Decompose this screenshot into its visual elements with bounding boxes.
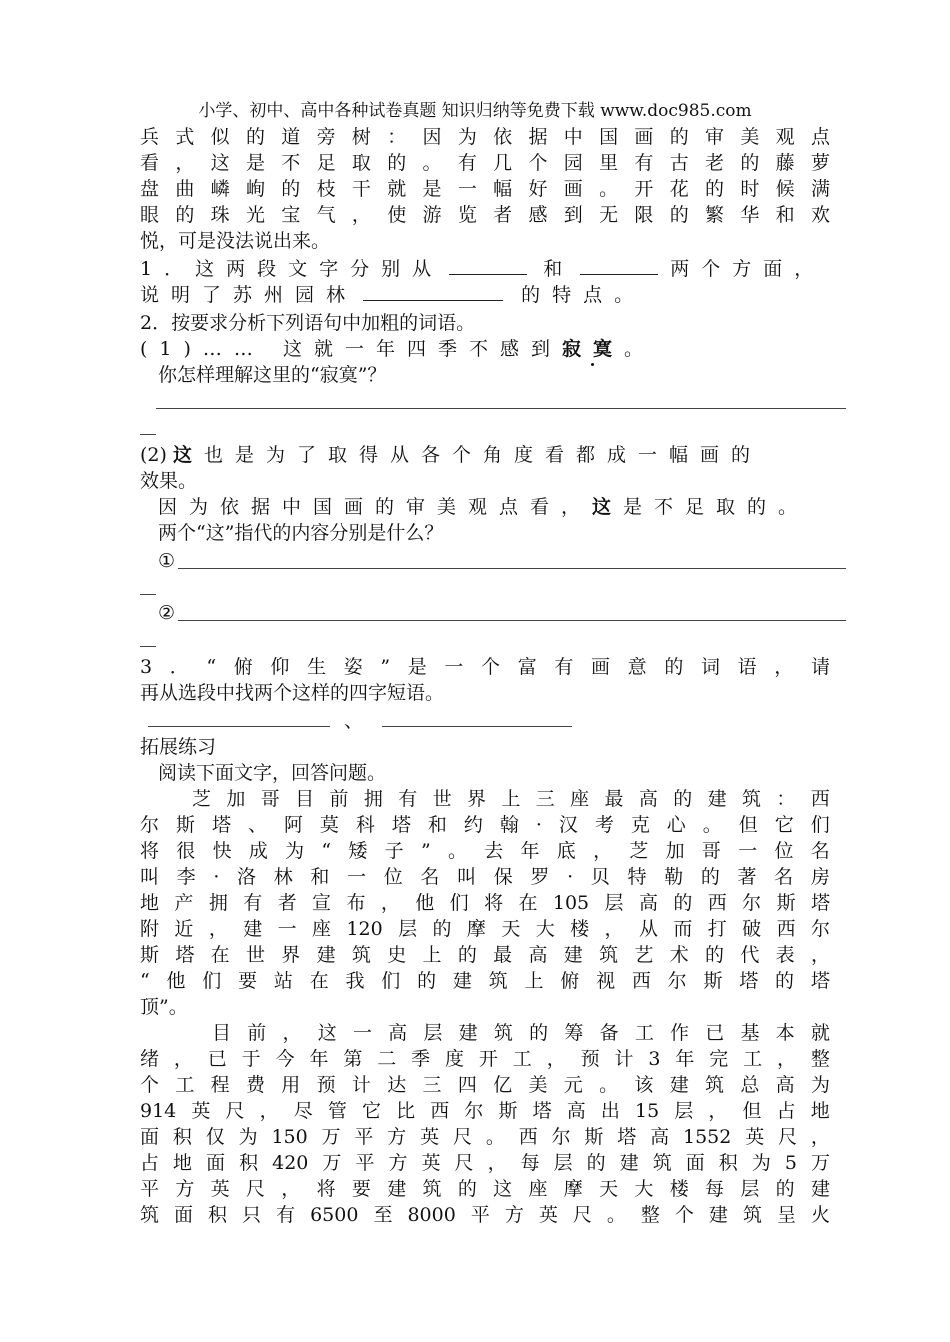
passage-line: 芝 加 哥 目 前 拥 有 世 界 上 三 座 最 高 的 建 筑 ： 西 — [192, 788, 830, 810]
answer-blank[interactable] — [580, 256, 658, 275]
answer-line-end — [140, 594, 156, 595]
circle-two: ② — [158, 602, 176, 624]
passage-line: 眼 的 珠 光 宝 气 ， 使 游 览 者 感 到 无 限 的 繁 华 和 欢 — [140, 204, 830, 226]
separator: 、 — [344, 710, 364, 732]
q1-part-d: 说明了苏州园林 — [140, 284, 358, 306]
passage-line: 悦，可是没法说出来。 — [140, 230, 331, 252]
passage-line: 平 方 英 尺 ， 将 要 建 筑 的 这 座 摩 天 大 楼 每 层 的 建 — [140, 1178, 830, 1200]
circle-one: ① — [158, 550, 176, 572]
passage-line: 个 工 程 费 用 预 计 达 三 四 亿 美 元 。 该 建 筑 总 高 为 — [140, 1074, 830, 1096]
question-2-1-ask: 你怎样理解这里的“寂寞”？ — [158, 364, 387, 386]
passage-line: 看 ， 这 是 不 足 取 的 。 有 几 个 园 里 有 古 老 的 藤 萝 — [140, 152, 830, 174]
passage-line: 尔 斯 塔 、 阿 莫 科 塔 和 约 翰 · 汉 考 克 心 。 但 它 们 — [140, 814, 830, 836]
question-2-2-b — [158, 494, 878, 520]
section-title: 拓展练习 — [140, 736, 217, 758]
passage-line: 将 很 快 成 为 “ 矮 子 ” 。 去 年 底 ， 芝 加 哥 一 位 名 — [140, 840, 830, 862]
passage-line: 面 积 仅 为 150 万 平 方 英 尺 。 西 尔 斯 塔 高 1552 英 尺 ， — [140, 1126, 830, 1148]
passage-line: 绪 ， 已 于 今 年 第 二 季 度 开 工 ， 预 计 3 年 完 工 ， 整 — [140, 1048, 830, 1070]
q2-1-bold: 寂寞 — [561, 338, 624, 360]
q1-part-c: 两个方面， — [670, 258, 826, 280]
page-header: 小学、初中、高中各种试卷真题 知识归纳等免费下载 www.doc985.com — [198, 101, 752, 121]
q2-2-prefix: (2) — [140, 444, 167, 466]
passage-line: 顶”。 — [140, 996, 188, 1018]
question-3: 3 ． “ 俯 仰 生 姿 ” 是 一 个 富 有 画 意 的 词 语 ， 请 — [140, 656, 830, 678]
q2-2b-bold: 这 — [592, 496, 624, 518]
passage-line: 目 前 ， 这 一 高 层 建 筑 的 筹 备 工 作 已 基 本 就 — [212, 1022, 830, 1044]
question-1-cont — [140, 282, 830, 308]
instruction: 阅读下面文字，回答问题。 — [158, 762, 387, 784]
passage-line: 盘 曲 嶙 峋 的 枝 干 就 是 一 幅 好 画 。 开 花 的 时 候 满 — [140, 178, 830, 200]
answer-line[interactable] — [148, 726, 330, 727]
q2-1-suffix: 。 — [623, 338, 643, 360]
q2-1-prefix: (1)…… 这就一年四季不感到 — [140, 338, 562, 360]
answer-line-end — [140, 434, 156, 435]
passage-line: 斯 塔 在 世 界 建 筑 史 上 的 最 高 建 筑 艺 术 的 代 表 ， — [140, 944, 830, 966]
passage-line: 筑 面 积 只 有 6500 至 8000 平 方 英 尺 。 整 个 建 筑 呈 火 — [140, 1204, 830, 1226]
passage-line: “ 他 们 要 站 在 我 们 的 建 筑 上 俯 视 西 尔 斯 塔 的 塔 — [140, 970, 830, 992]
passage-line: 占 地 面 积 420 万 平 方 英 尺 ， 每 层 的 建 筑 面 积 为 5 万 — [140, 1152, 830, 1174]
question-2: 2．按要求分析下列语句中加粗的词语。 — [140, 312, 476, 334]
question-2-2-cont: 效果。 — [140, 470, 198, 492]
answer-line[interactable] — [178, 620, 846, 621]
q1-part-a: 1．这两段文字分别从 — [140, 258, 444, 280]
q2-2-bold: 这 — [172, 444, 204, 466]
passage-line: 叫 李 · 洛 林 和 一 位 名 叫 保 罗 · 贝 特 勒 的 著 名 房 — [140, 866, 830, 888]
q1-part-e: 的特点。 — [521, 284, 646, 306]
q1-part-b: 和 — [543, 258, 575, 280]
passage-line: 地 产 拥 有 者 宣 布 ， 他 们 将 在 105 层 高 的 西 尔 斯 塔 — [140, 892, 830, 914]
q2-2b-rest: 是不足取的。 — [623, 496, 810, 518]
answer-line-end — [140, 646, 156, 647]
question-2-2-ask: 两个“这”指代的内容分别是什么？ — [158, 522, 444, 544]
q2-2b-prefix: 因为依据中国画的审美观点看， — [158, 496, 593, 518]
answer-line[interactable] — [382, 726, 572, 727]
question-1 — [140, 256, 860, 282]
q2-2-rest: 也是为了取得从各个角度看都成一幅画的 — [203, 444, 762, 466]
answer-blank[interactable] — [363, 282, 503, 301]
passage-line: 附 近 ， 建 一 座 120 层 的 摩 天 大 楼 ， 从 而 打 破 西 尔 — [140, 918, 830, 940]
answer-line[interactable] — [178, 568, 846, 569]
answer-line[interactable] — [156, 408, 846, 409]
answer-blank[interactable] — [449, 256, 527, 275]
passage-line: 914 英 尺 ， 尽 管 它 比 西 尔 斯 塔 高 出 15 层 ， 但 占 地 — [140, 1100, 830, 1122]
passage-line: 兵 式 似 的 道 旁 树 ： 因 为 依 据 中 国 画 的 审 美 观 点 — [140, 126, 830, 148]
question-2-2 — [140, 442, 830, 468]
question-3-cont: 再从选段中找两个这样的四字短语。 — [140, 682, 445, 704]
question-2-1 — [140, 336, 830, 362]
